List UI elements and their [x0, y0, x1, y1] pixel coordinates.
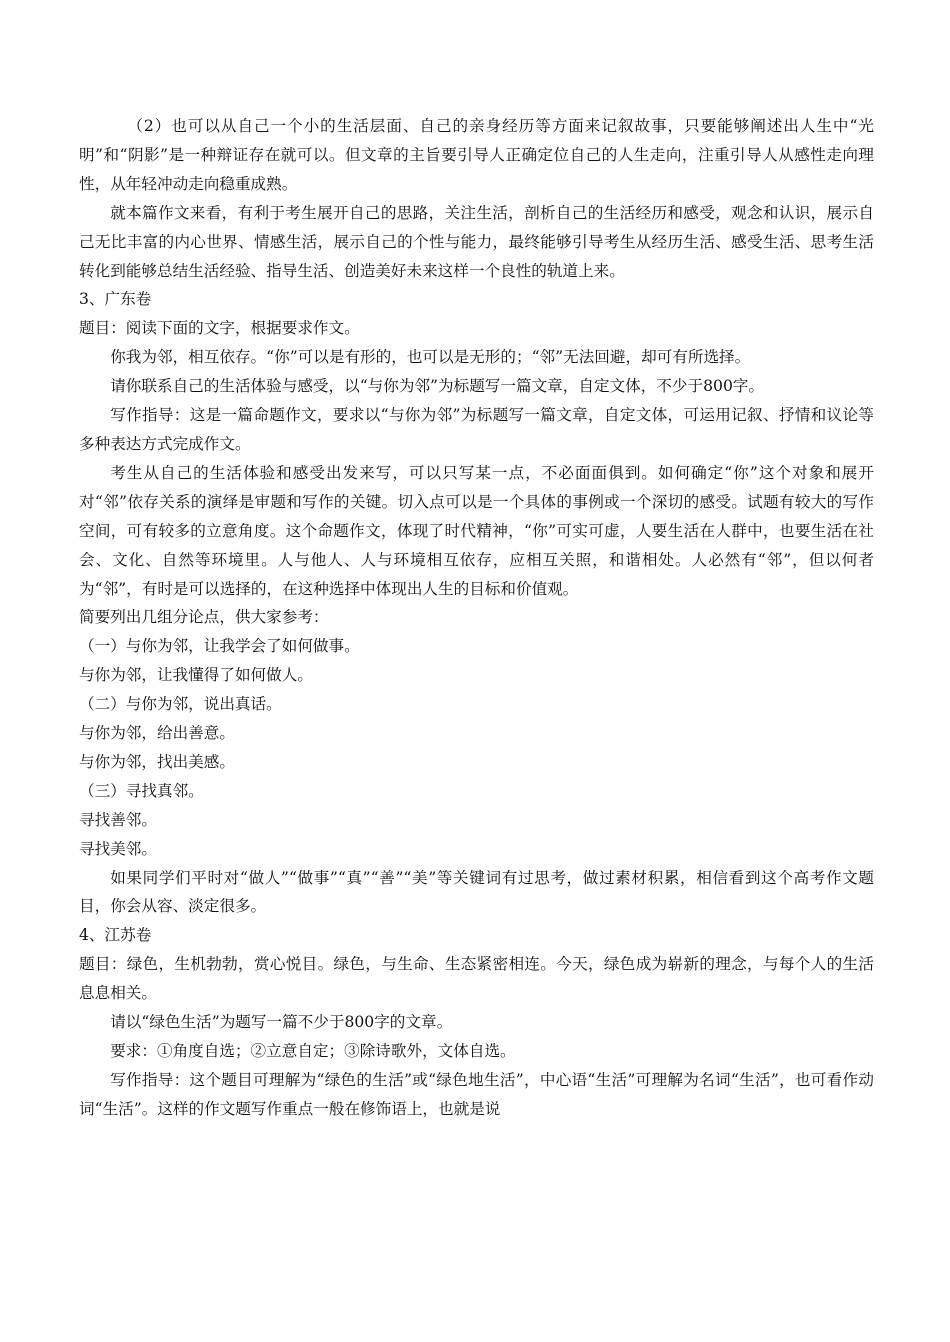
document-body	[79, 112, 874, 1124]
prompt-rules-jiangsu: 要求：①角度自选；②立意自定；③除诗歌外，文体自选。	[110, 1042, 516, 1060]
writing-guide-jiangsu: 写作指导：这个题目可理解为“绿色的生活”或“绿色地生活”，中心语“生活”可理解为名词“生活”，也可看作动词“生活”。这样的作文题写作重点一般在修饰语上，也就是说	[79, 1070, 874, 1118]
list-item-1b: 与你为邻，让我懂得了如何做人。	[79, 666, 313, 685]
prompt-title-guangdong: 题目：阅读下面的文字，根据要求作文。	[79, 319, 360, 338]
writing-guide-guangdong: 写作指导：这是一篇命题作文，要求以“与你为邻”为标题写一篇文章，自定文体，可运用记叙、抒情和议论等多种表达方式完成作文。	[79, 406, 874, 453]
list-item-3a: （三）寻找真邻。	[79, 781, 204, 800]
section-heading-guangdong: 3、广东卷	[79, 290, 152, 309]
list-item-3c: 寻找美邻。	[79, 839, 157, 858]
analysis-guangdong: 考生从自己的生活体验和感受出发来写，可以只写某一点，不必面面俱到。如何确定“你”这个对象和展开对“邻”依存关系的演绎是审题和写作的关键。切入点可以是一个具体的事例或一个深切的感受。试题有较大的写作空间，可有较多的立意角度。这个命题作文，体现了时代精神，“你”可实可虚，人要生活在人群中，也要生活在社会、文化、自然等环境里。人与他人、人与环境相互依存，应相互关照，和谐相处。人必然有“邻”，但以何者为“邻”，有时是可以选择的，在这种选择中体现出人生的目标和价值观。	[79, 463, 874, 598]
paragraph-analysis-2: （2）也可以从自己一个小的生活层面、自己的亲身经历等方面来记叙故事，只要能够阐述出人生中“光明”和“阴影”是一种辩证存在就可以。但文章的主旨要引导人正确定位自己的人生走向，注重引导人从感性走向理性，从年轻冲动走向稳重成熟。	[79, 117, 874, 193]
paragraph-summary: 就本篇作文来看，有利于考生展开自己的思路，关注生活，剖析自己的生活经历和感受，观念和认识，展示自己无比丰富的内心世界、情感生活，展示自己的个性与能力，最终能够引导考生从经历生活、感受生活、思考生活转化到能够总结生活经验、指导生活、创造美好未来这样一个良性的轨道上来。	[79, 203, 874, 280]
list-item-2c: 与你为邻，找出美感。	[79, 752, 235, 771]
list-intro: 简要列出几组分论点，供大家参考：	[79, 608, 329, 627]
prompt-text-guangdong: 你我为邻，相互依存。“你”可以是有形的，也可以是无形的；“邻”无法回避，却可有所选择。	[110, 348, 751, 367]
paragraph-conclusion-guangdong: 如果同学们平时对“做人”“做事”“真”“善”“美”等关键词有过思考，做过素材积累，相信看到这个高考作文题目，你会从容、淡定很多。	[79, 868, 874, 916]
list-item-3b: 寻找善邻。	[79, 810, 157, 829]
list-item-2b: 与你为邻，给出善意。	[79, 724, 235, 743]
prompt-requirement-guangdong: 请你联系自己的生活体验与感受，以“与你为邻”为标题写一篇文章，自定文体，不少于800字。	[110, 377, 765, 396]
list-item-1a: （一）与你为邻，让我学会了如何做事。	[79, 637, 360, 656]
prompt-requirement-jiangsu: 请以“绿色生活”为题写一篇不少于800字的文章。	[110, 1013, 453, 1032]
section-heading-jiangsu: 4、江苏卷	[79, 926, 152, 945]
list-item-2a: （二）与你为邻，说出真话。	[79, 695, 282, 714]
prompt-title-jiangsu: 题目：绿色，生机勃勃，赏心悦目。绿色，与生命、生态紧密相连。今天，绿色成为崭新的理念，与每个人的生活息息相关。	[79, 955, 874, 1003]
